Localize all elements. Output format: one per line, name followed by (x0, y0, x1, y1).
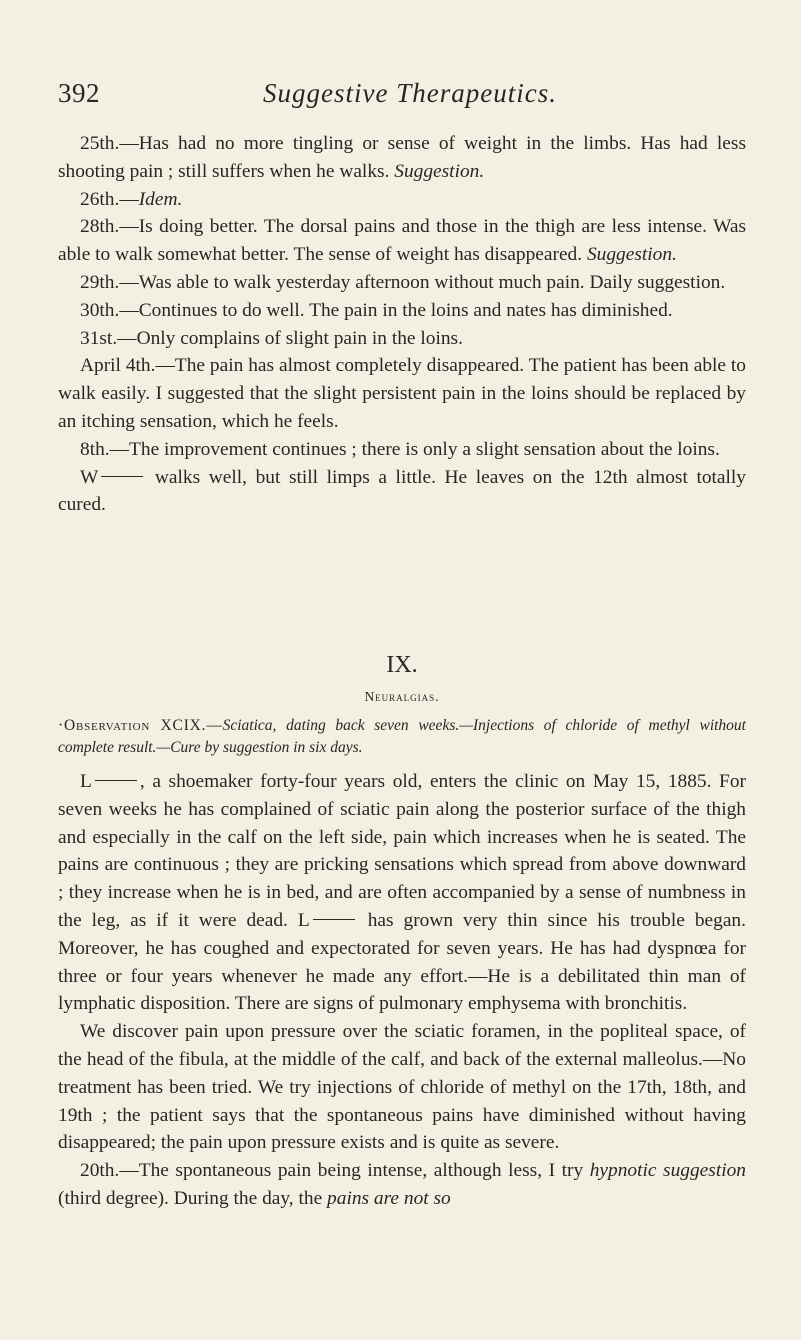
entry-25th: 25th.—Has had no more tingling or sense of weight in the limbs. Has had less shooting pain ; still suffers when he walks. Suggestion. (58, 133, 746, 182)
paragraph-2: We discover pain upon pressure over the sciatic foramen, in the popliteal space, of the head of the fibula, at the middle of the calf, and back of the external malleolus.—No treatment has been tried. We try injections of chloride of methyl on the 17th, 18th, and 19th ; the patient says that the spontaneous pains have diminished without having disappeared; the pain upon pressure exists and is quite as severe. (58, 1021, 746, 1154)
paragraph-1: L , a shoemaker forty-four years old, enters the clinic on May 15, 1885. For seven weeks he has complained of sciatic pain along the posterior surface of the thigh and especially in the calf on the left side, pain which increases when he is seated. The pains are continuous ; they are pricking sensations which spread from above downward ; they increase when he is in bed, and are often accompanied by a sense of numbness in the leg, as if it were dead. L has grown very thin since his trouble began. Moreover, he has coughed and expectorated for seven years. He has had dyspnœa for three or four years whenever he made any effort.—He is a debilitated thin man of lymphatic disposition. There are signs of pulmonary emphysema with bronchitis. (58, 771, 746, 1015)
entry-april-4th: April 4th.—The pain has almost completely disappeared. The patient has been able to walk easily. I suggested that the slight persistent pain in the loins should be replaced by an itching sensation, which he feels. (58, 355, 747, 432)
observation-description: Sciatica, dating back seven weeks.—Injections of chloride of methyl without complete result.—Cure by suggestion in six days. (58, 717, 746, 756)
running-title: Suggestive Therapeutics. (263, 78, 557, 108)
closing-entry: W walks well, but still limps a little. He leaves on the 12th almost totally cured. (58, 466, 746, 516)
page-number: 392 (58, 78, 100, 108)
observation-heading (58, 715, 746, 759)
observation-label: ·Observation XCIX.— (58, 717, 223, 734)
case-notes-top (58, 130, 746, 519)
entry-8th: 8th.—The improvement continues ; there is only a slight sensation about the loins. (80, 438, 720, 460)
section-title: Neuralgias. (364, 689, 440, 704)
entry-26th: 26th.—Idem. (80, 188, 183, 210)
paragraph-3: 20th.—The spontaneous pain being intense, although less, I try hypnotic suggestion (third degree). During the day, the pains are not so (58, 1160, 746, 1209)
page-header (58, 78, 801, 118)
case-body (58, 768, 746, 1213)
section-heading (58, 650, 746, 708)
entry-29th: 29th.—Was able to walk yesterday afternoon without much pain. Daily suggestion. (80, 271, 726, 293)
entry-28th: 28th.—Is doing better. The dorsal pains and those in the thigh are less intense. Was able to walk somewhat better. The sense of weight has disappeared. Suggestion. (58, 216, 746, 266)
section-number: IX. (386, 652, 418, 678)
entry-30th: 30th.—Continues to do well. The pain in the loins and nates has diminished. (80, 299, 673, 321)
entry-31st: 31st.—Only complains of slight pain in the loins. (80, 327, 463, 349)
